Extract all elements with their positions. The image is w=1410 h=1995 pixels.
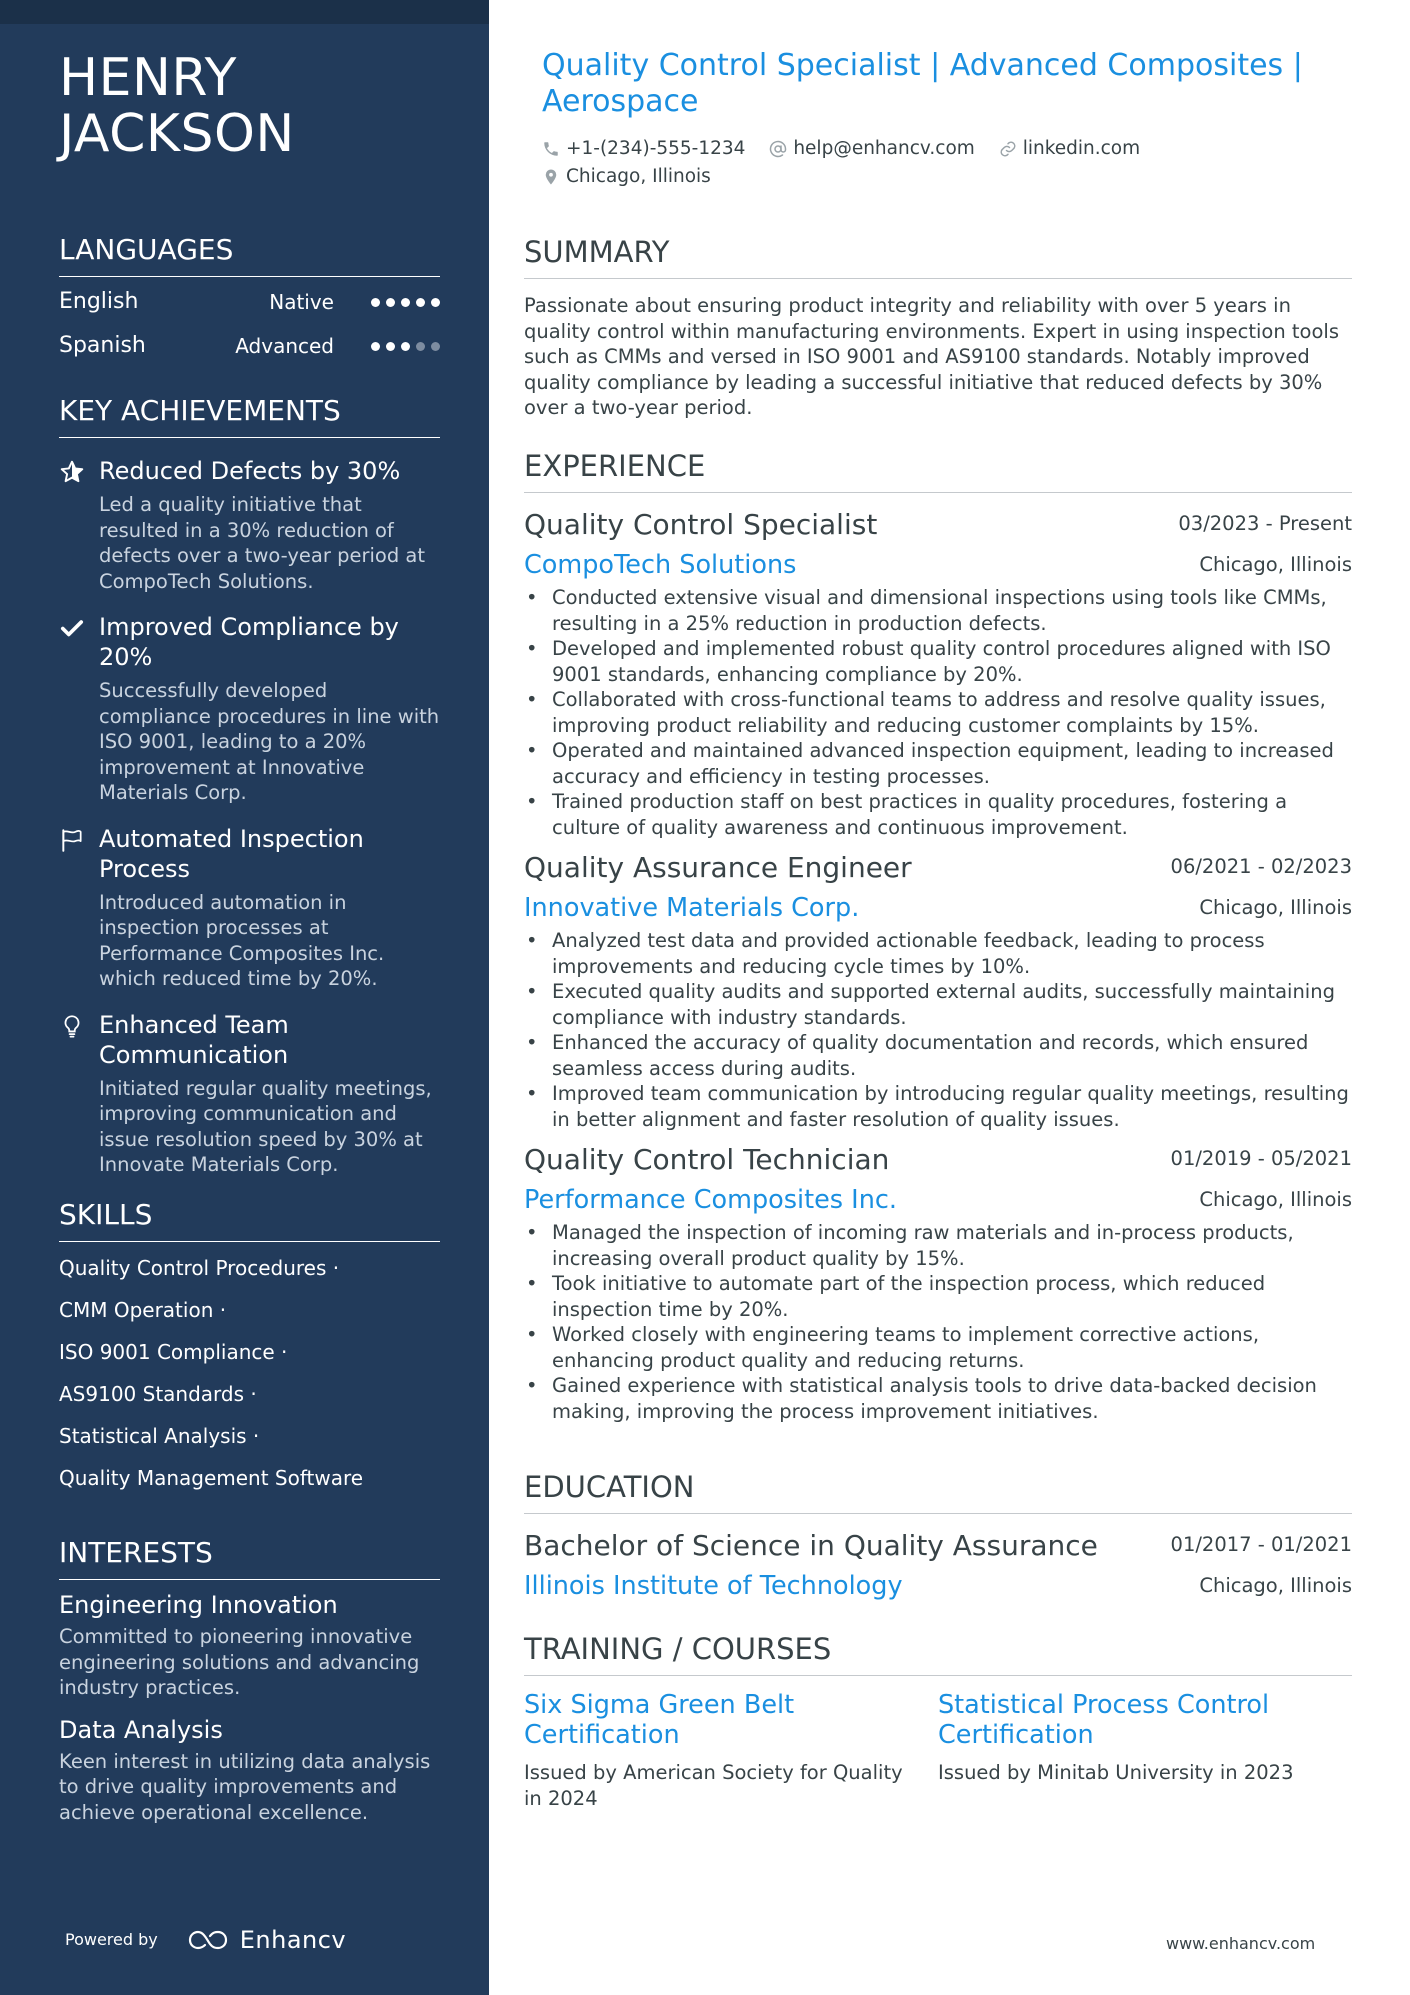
- contact-linkedin[interactable]: [999, 136, 1140, 162]
- skill-item: Quality Control Procedures ·: [59, 1256, 340, 1280]
- job-bullet: • Conducted extensive visual and dimensional inspections using tools like CMMs, resulting in a 25% reduction in production defects.: [552, 585, 1352, 636]
- language-name: Spanish: [59, 333, 146, 358]
- job-bullet: • Developed and implemented robust quality control procedures aligned with ISO 9001 standards, enhancing compliance by 20%.: [552, 636, 1352, 687]
- job-bullet: • Enhanced the accuracy of quality documentation and records, which ensured seamless access during audits.: [552, 1030, 1352, 1081]
- experience-section: [524, 448, 1352, 1434]
- location-pin-icon: [542, 168, 560, 186]
- rating-dot: [401, 342, 410, 351]
- job-dates: 01/2019 - 05/2021: [1170, 1147, 1352, 1170]
- skill-item: CMM Operation ·: [59, 1298, 227, 1322]
- course-item: [938, 1690, 1352, 1811]
- job-bullet: • Analyzed test data and provided actionable feedback, leading to process improvements and reducing cycle times by 10%.: [552, 928, 1352, 979]
- interest-desc: Keen interest in utilizing data analysis to drive quality improvements and achieve operational excellence.: [59, 1749, 431, 1824]
- enhancv-logo-icon: [184, 1928, 230, 1952]
- language-row: [59, 287, 440, 331]
- contact-phone[interactable]: [542, 136, 745, 162]
- candidate-name: HENRY JACKSON: [59, 48, 295, 164]
- linkedin-text: linkedin.com: [1022, 138, 1141, 159]
- company-name[interactable]: Innovative Materials Corp.: [524, 893, 860, 923]
- main-content: [524, 0, 1352, 1995]
- job-bullet: • Improved team communication by introducing regular quality meetings, resulting in better alignment and faster resolution of quality issues.: [552, 1081, 1352, 1132]
- job-bullet: • Operated and maintained advanced inspection equipment, leading to increased accuracy and efficiency in testing processes.: [552, 738, 1352, 789]
- achievement-title: Automated Inspection Process: [99, 824, 364, 883]
- job-location: Chicago, Illinois: [1199, 553, 1352, 576]
- skills-title: SKILLS: [59, 1197, 440, 1242]
- achievement-item: [59, 456, 440, 594]
- job-location: Chicago, Illinois: [1199, 1188, 1352, 1211]
- education-dates: 01/2017 - 01/2021: [1170, 1533, 1352, 1556]
- job-title: Quality Control Technician: [524, 1143, 890, 1176]
- brand-name: Enhancv: [239, 1926, 347, 1954]
- rating-dot: [416, 342, 425, 351]
- job-bullet: • Executed quality audits and supported external audits, successfully maintaining compliance with industry standards.: [552, 979, 1352, 1030]
- check-icon: [59, 615, 85, 641]
- rating-dot: [371, 298, 380, 307]
- training-title: TRAINING / COURSES: [524, 1631, 1352, 1676]
- rating-dot: [386, 342, 395, 351]
- achievements-title: KEY ACHIEVEMENTS: [59, 393, 440, 438]
- job-bullet: • Took initiative to automate part of the inspection process, which reduced inspection time by 20%.: [552, 1271, 1352, 1322]
- job-entry: [524, 507, 1352, 840]
- star-icon: [59, 459, 85, 485]
- job-bullets: [524, 585, 1352, 840]
- course-title[interactable]: Statistical Process Control Certification: [938, 1690, 1270, 1750]
- interests-section: [59, 1535, 440, 1839]
- job-bullet: • Gained experience with statistical analysis tools to drive data-backed decision making, improving the process improvement initiatives.: [552, 1373, 1352, 1424]
- achievement-desc: Successfully developed compliance procedures in line with ISO 9001, leading to a 20% improvement at Innovative Materials Corp.: [99, 679, 440, 804]
- job-entry: [524, 1142, 1352, 1424]
- rating-dot: [386, 298, 395, 307]
- achievement-desc: Led a quality initiative that resulted in a 30% reduction of defects over a two-year period at CompoTech Solutions.: [99, 493, 425, 593]
- email-text: help@enhancv.com: [793, 138, 975, 159]
- skill-item: Statistical Analysis ·: [59, 1424, 260, 1448]
- interest-title: Data Analysis: [59, 1715, 223, 1744]
- language-rating: [371, 298, 440, 307]
- headline: Quality Control Specialist | Advanced Composites | Aerospace: [542, 48, 1303, 119]
- education-title: EDUCATION: [524, 1469, 1352, 1514]
- school-name[interactable]: Illinois Institute of Technology: [524, 1571, 903, 1601]
- job-dates: 03/2023 - Present: [1178, 512, 1352, 535]
- contact-info: [542, 136, 1332, 191]
- lightbulb-icon: [59, 1013, 85, 1039]
- job-bullets: [524, 1220, 1352, 1424]
- job-bullet: • Worked closely with engineering teams to implement corrective actions, enhancing product quality and reducing returns.: [552, 1322, 1352, 1373]
- flag-icon: [59, 827, 85, 853]
- languages-title: LANGUAGES: [59, 232, 440, 277]
- language-rating: [371, 342, 440, 351]
- interests-title: INTERESTS: [59, 1535, 440, 1580]
- interest-title: Engineering Innovation: [59, 1591, 338, 1619]
- achievement-desc: Initiated regular quality meetings, improving communication and issue resolution speed by 30% at Innovate Materials Corp.: [99, 1076, 432, 1176]
- course-desc: Issued by Minitab University in 2023: [938, 1761, 1294, 1784]
- achievement-desc: Introduced automation in inspection processes at Performance Composites Inc. which reduced time by 20%.: [99, 890, 385, 990]
- footer-url[interactable]: www.enhancv.com: [1166, 1934, 1316, 1953]
- achievement-title: Reduced Defects by 30%: [99, 457, 401, 485]
- languages-section: [59, 232, 440, 375]
- sidebar-top-bar: [0, 0, 489, 24]
- rating-dot: [431, 342, 440, 351]
- achievement-title: Enhanced Team Communication: [99, 1010, 289, 1069]
- language-name: English: [59, 289, 139, 314]
- summary-text: Passionate about ensuring product integrity and reliability with over 5 years in quality control within manufacturing environments. Expert in using inspection tools such as CMMs and versed in ISO 9001 and AS9100 standards. Notably improved quality compliance by leading a successful initiative that reduced defects by 30% over a two-year period.: [524, 294, 1339, 419]
- brand-logo[interactable]: [184, 1928, 346, 1952]
- company-name[interactable]: CompoTech Solutions: [524, 550, 797, 580]
- education-location: Chicago, Illinois: [1199, 1574, 1352, 1597]
- degree: Bachelor of Science in Quality Assurance: [524, 1529, 1098, 1562]
- skill-item: Quality Management Software: [59, 1466, 364, 1490]
- achievements-section: [59, 393, 440, 1196]
- skill-item: ISO 9001 Compliance ·: [59, 1340, 288, 1364]
- powered-by-label: Powered by: [65, 1930, 158, 1949]
- achievement-item: [59, 824, 440, 992]
- rating-dot: [431, 298, 440, 307]
- job-dates: 06/2021 - 02/2023: [1170, 855, 1352, 878]
- course-title[interactable]: Six Sigma Green Belt Certification: [524, 1690, 795, 1750]
- summary-section: [524, 234, 1352, 421]
- job-title: Quality Assurance Engineer: [524, 851, 912, 884]
- job-bullet: • Managed the inspection of incoming raw materials and in-process products, increasing overall product quality by 15%.: [552, 1220, 1352, 1271]
- location-text: Chicago, Illinois: [566, 166, 711, 187]
- summary-title: SUMMARY: [524, 234, 1352, 279]
- link-icon: [999, 140, 1017, 158]
- job-bullets: [524, 928, 1352, 1132]
- achievement-item: [59, 1010, 440, 1178]
- skill-item: AS9100 Standards ·: [59, 1382, 257, 1406]
- rating-dot: [401, 298, 410, 307]
- rating-dot: [416, 298, 425, 307]
- job-bullet: • Trained production staff on best practices in quality procedures, fostering a culture of quality awareness and continuous improvement.: [552, 789, 1352, 840]
- job-entry: [524, 850, 1352, 1132]
- achievement-item: [59, 612, 440, 806]
- course-desc: Issued by American Society for Quality in 2024: [524, 1761, 903, 1810]
- language-row: [59, 331, 440, 375]
- at-icon: [769, 140, 787, 158]
- job-bullet: • Collaborated with cross-functional teams to address and resolve quality issues, improving product reliability and reducing customer complaints by 15%.: [552, 687, 1352, 738]
- company-name[interactable]: Performance Composites Inc.: [524, 1185, 897, 1215]
- training-section: [524, 1631, 1352, 1811]
- rating-dot: [371, 342, 380, 351]
- contact-email[interactable]: [769, 136, 974, 162]
- interest-desc: Committed to pioneering innovative engineering solutions and advancing industry practices.: [59, 1625, 420, 1699]
- education-section: [524, 1469, 1352, 1606]
- phone-icon: [542, 140, 560, 158]
- skills-section: [59, 1197, 440, 1504]
- phone-text: +1-(234)-555-1234: [566, 138, 746, 159]
- contact-location: [542, 164, 711, 190]
- experience-title: EXPERIENCE: [524, 448, 1352, 493]
- sidebar: [0, 0, 489, 1995]
- language-level: Native: [269, 290, 334, 314]
- language-level: Advanced: [235, 334, 334, 358]
- achievement-title: Improved Compliance by 20%: [99, 613, 399, 671]
- job-location: Chicago, Illinois: [1199, 896, 1352, 919]
- job-title: Quality Control Specialist: [524, 508, 878, 541]
- powered-by: [65, 1928, 346, 1952]
- course-item: [524, 1690, 938, 1811]
